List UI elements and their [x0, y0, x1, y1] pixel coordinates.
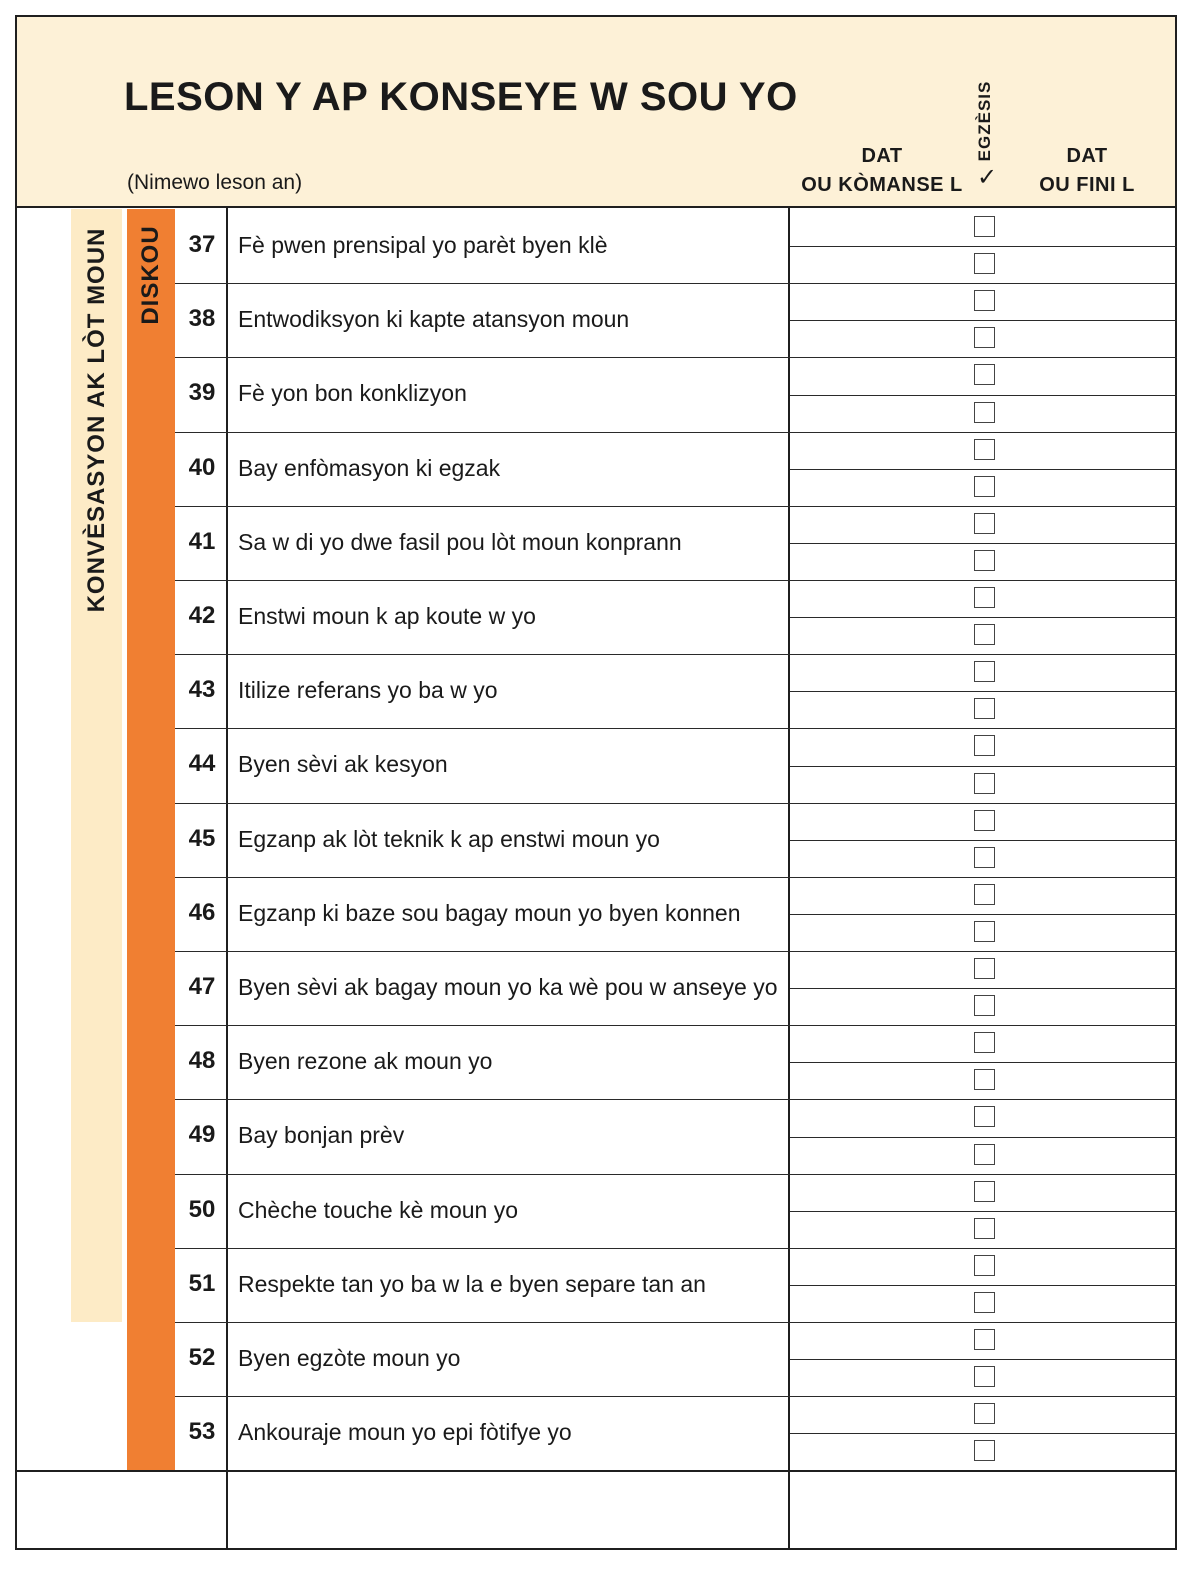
exercise-checkbox[interactable]	[974, 1366, 995, 1387]
lesson-number: 48	[188, 1047, 216, 1075]
date-entry-divider	[790, 691, 1177, 692]
lesson-number-caption: (Nimewo leson an)	[127, 171, 303, 194]
exercise-checkbox[interactable]	[974, 995, 995, 1016]
exercise-checkbox[interactable]	[974, 773, 995, 794]
date-entry-divider	[790, 246, 1177, 247]
conversation-section-label: KONVÈSASYON AK LÒT MOUN	[83, 227, 110, 613]
exercise-checkbox[interactable]	[974, 513, 995, 534]
lesson-name: Byen sèvi ak bagay moun yo ka wè pou w anseye yo	[238, 974, 778, 1000]
lesson-name: Itilize referans yo ba w yo	[238, 677, 498, 704]
row-separator	[175, 1025, 1177, 1026]
speech-section-band	[127, 209, 175, 1471]
exercise-checkbox[interactable]	[974, 1144, 995, 1165]
lesson-name: Egzanp ak lòt teknik k ap enstwi moun yo	[238, 825, 660, 852]
lesson-name: Byen egzòte moun yo	[238, 1345, 461, 1371]
checkmark-icon: ✓	[976, 164, 998, 191]
exercise-checkbox[interactable]	[974, 1255, 995, 1276]
date-entry-divider	[790, 1137, 1177, 1138]
date-entry-divider	[790, 1433, 1177, 1434]
lesson-number: 50	[188, 1195, 216, 1223]
lesson-number: 39	[188, 379, 216, 407]
lesson-number: 37	[188, 231, 216, 258]
row-separator	[175, 1174, 1177, 1175]
exercise-checkbox[interactable]	[974, 847, 995, 868]
lesson-name: Chèche touche kè moun yo	[238, 1196, 519, 1223]
exercise-checkbox[interactable]	[974, 1440, 995, 1461]
row-separator	[175, 728, 1177, 729]
lesson-name: Byen rezone ak moun yo	[238, 1048, 493, 1075]
finish-date-header-line2: OU FINI L	[1039, 174, 1135, 196]
lesson-number: 46	[188, 898, 216, 926]
exercise-header	[970, 79, 1000, 163]
exercise-checkbox[interactable]	[974, 476, 995, 497]
exercise-checkbox[interactable]	[974, 439, 995, 460]
row-separator	[175, 357, 1177, 358]
start-date-header-line1: DAT	[861, 145, 903, 167]
exercise-checkbox[interactable]	[974, 884, 995, 905]
exercise-checkbox[interactable]	[974, 402, 995, 423]
lesson-name: Respekte tan yo ba w la e byen separe tan an	[238, 1270, 706, 1297]
date-entry-divider	[790, 617, 1177, 618]
lesson-number: 52	[188, 1344, 216, 1371]
date-entry-divider	[790, 469, 1177, 470]
row-separator	[175, 1248, 1177, 1249]
date-entry-divider	[790, 1211, 1177, 1212]
lesson-name: Fè yon bon konklizyon	[238, 380, 467, 407]
exercise-checkbox[interactable]	[974, 921, 995, 942]
row-separator	[175, 1099, 1177, 1100]
exercise-checkbox[interactable]	[974, 1069, 995, 1090]
table-bottom-rule	[17, 1470, 1177, 1472]
lesson-number: 53	[188, 1418, 216, 1446]
row-separator	[175, 803, 1177, 804]
date-entry-divider	[790, 1359, 1177, 1360]
lesson-table	[15, 15, 1177, 1550]
date-entry-divider	[790, 988, 1177, 989]
row-separator	[175, 877, 1177, 878]
lesson-name: Ankouraje moun yo epi fòtifye yo	[238, 1419, 572, 1446]
start-date-header	[787, 142, 977, 200]
lesson-name: Sa w di yo dwe fasil pou lòt moun konprann	[238, 528, 682, 555]
exercise-header-label: EGZÈSIS	[975, 80, 994, 162]
row-separator	[175, 283, 1177, 284]
exercise-checkbox[interactable]	[974, 1106, 995, 1127]
lesson-number: 47	[188, 973, 216, 1000]
row-separator	[175, 654, 1177, 655]
start-date-header-line2: OU KÒMANSE L	[801, 174, 963, 196]
lesson-name: Bay enfòmasyon ki egzak	[238, 454, 501, 481]
table-header	[17, 17, 1175, 208]
row-separator	[175, 506, 1177, 507]
date-entry-divider	[790, 840, 1177, 841]
exercise-checkbox[interactable]	[974, 587, 995, 608]
exercise-checkbox[interactable]	[974, 624, 995, 645]
finish-date-header-line1: DAT	[1066, 145, 1108, 167]
row-separator	[175, 580, 1177, 581]
row-separator	[175, 1396, 1177, 1397]
speech-section-label: DISKOU	[137, 225, 164, 325]
lesson-name: Enstwi moun k ap koute w yo	[238, 603, 536, 629]
exercise-checkbox[interactable]	[974, 550, 995, 571]
exercise-checkbox[interactable]	[974, 810, 995, 831]
exercise-checkbox[interactable]	[974, 1403, 995, 1424]
exercise-checkbox[interactable]	[974, 1032, 995, 1053]
date-entry-divider	[790, 1062, 1177, 1063]
lesson-number: 49	[188, 1121, 216, 1149]
date-entry-divider	[790, 914, 1177, 915]
date-entry-divider	[790, 1285, 1177, 1286]
exercise-checkbox[interactable]	[974, 1218, 995, 1239]
exercise-checkbox[interactable]	[974, 735, 995, 756]
lesson-name: Byen sèvi ak kesyon	[238, 751, 448, 778]
exercise-checkbox[interactable]	[974, 958, 995, 979]
finish-date-header	[1007, 142, 1167, 200]
lesson-number: 45	[188, 824, 216, 852]
exercise-checkbox[interactable]	[974, 216, 995, 237]
exercise-checkbox[interactable]	[974, 1329, 995, 1350]
exercise-checkbox[interactable]	[974, 290, 995, 311]
exercise-checkbox[interactable]	[974, 1292, 995, 1313]
lesson-number: 42	[188, 602, 216, 629]
lesson-name: Bay bonjan prèv	[238, 1122, 405, 1149]
lesson-name: Entwodiksyon ki kapte atansyon moun	[238, 306, 630, 333]
lesson-name: Fè pwen prensipal yo parèt byen klè	[238, 232, 608, 258]
exercise-checkbox[interactable]	[974, 327, 995, 348]
lesson-number: 44	[188, 750, 216, 778]
exercise-checkbox[interactable]	[974, 253, 995, 274]
exercise-checkbox[interactable]	[974, 364, 995, 385]
exercise-checkbox[interactable]	[974, 661, 995, 682]
exercise-checkbox[interactable]	[974, 1181, 995, 1202]
date-entry-divider	[790, 766, 1177, 767]
lesson-number: 43	[188, 676, 216, 704]
lesson-number: 51	[188, 1269, 216, 1297]
divider-name-dates	[788, 208, 790, 1550]
lesson-name: Egzanp ki baze sou bagay moun yo byen konnen	[238, 899, 741, 926]
row-separator	[175, 1322, 1177, 1323]
date-entry-divider	[790, 320, 1177, 321]
exercise-checkbox[interactable]	[974, 698, 995, 719]
row-separator	[175, 432, 1177, 433]
date-entry-divider	[790, 543, 1177, 544]
lesson-number: 41	[188, 527, 216, 555]
date-entry-divider	[790, 395, 1177, 396]
lesson-number: 40	[188, 453, 216, 481]
page-title: LESON Y AP KONSEYE W SOU YO	[124, 75, 798, 119]
lesson-number: 38	[188, 305, 216, 333]
row-separator	[175, 951, 1177, 952]
